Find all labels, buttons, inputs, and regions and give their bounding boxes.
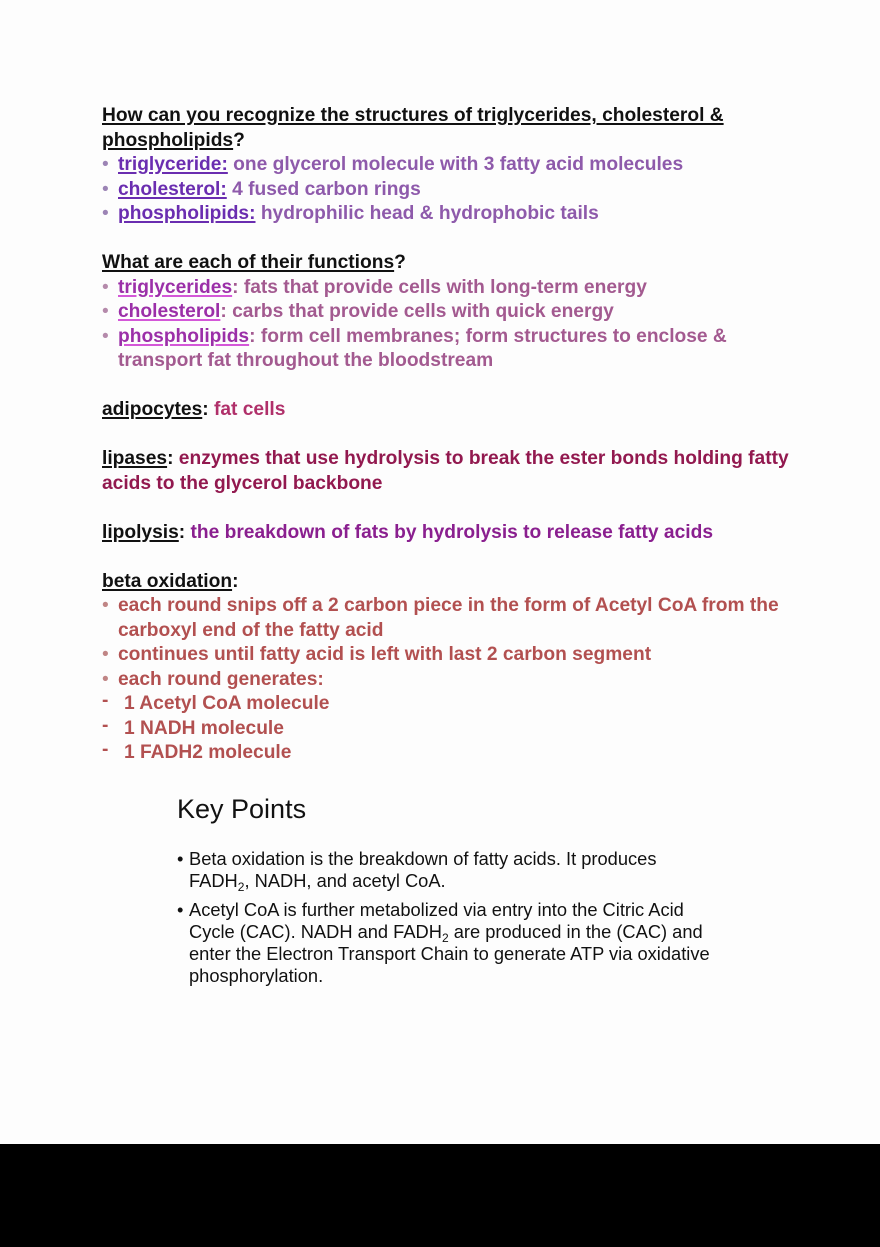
list-item [102,202,792,227]
key-points-box [177,792,717,994]
definition: 4 fused carbon rings [226,178,421,200]
term-triglycerides: triglycerides [118,276,233,298]
term-beta-oxidation: beta oxidation [102,570,233,592]
spacer [102,496,792,521]
colon: : [249,325,256,347]
question-mark: ? [394,252,406,273]
section-beta-oxidation [102,570,792,766]
colon: : [232,570,239,592]
bottom-black-bar [0,1144,880,1247]
colon: : [220,301,227,322]
spacer [102,545,792,570]
definition: enzymes that use hydrolysis to break the ester bonds holding fatty acids to the glycerol backbone [102,448,789,494]
key-point-text: Beta oxidation is the breakdown of fatty acids. It produces FADH [189,848,657,891]
subscript: 2 [237,880,245,894]
study-notes [102,104,792,766]
spacer [102,374,792,399]
heading-beta-oxidation [102,570,792,595]
list-item [102,276,792,301]
definition: form cell membranes; form structures to enclose & transport fat throughout the bloodstream [118,325,727,371]
definition: carbs that provide cells with quick energy [226,301,614,322]
colon: : [202,399,209,420]
list-item [102,300,792,325]
question-text: What are each of their functions [102,252,395,273]
key-points-title: Key Points [177,794,307,824]
list-item: • continues until fatty acid is left with last 2 carbon segment [102,643,792,668]
definition: fat cells [208,399,286,420]
definition-lipases [102,447,792,496]
term-phospholipids: phospholipids: [118,203,256,224]
question-functions [102,251,792,276]
sub-list-item: - 1 NADH molecule [102,717,792,742]
definition: one glycerol molecule with 3 fatty acid molecules [227,154,684,175]
sub-list-item: - 1 Acetyl CoA molecule [102,692,792,717]
key-points-list [177,848,717,987]
key-point [177,848,717,892]
list-item: • each round generates: [102,668,792,693]
section-functions [102,251,792,374]
colon: : [167,448,174,469]
term-cholesterol: cholesterol: [118,178,227,200]
section-structures [102,104,792,227]
list-item [102,325,792,374]
colon: : [178,521,186,543]
definition: the breakdown of fats by hydrolysis to release fatty acids [185,521,713,543]
definition: hydrophilic head & hydrophobic tails [255,203,599,224]
colon: : [232,276,239,298]
key-point-text: , NADH, and acetyl CoA. [244,870,446,891]
key-point-text: are produced in the (CAC) and enter the Electron Transport Chain to generate ATP via oxidative phosphorylation. [189,921,710,986]
term-cholesterol: cholesterol [118,301,221,322]
term-phospholipids: phospholipids [118,325,250,347]
spacer [102,227,792,252]
term-triglyceride: triglyceride: [118,154,228,175]
question-mark: ? [233,129,245,151]
question-text: How can you recognize the structures of triglycerides, cholesterol & phospholipids [102,105,724,151]
definition: fats that provide cells with long-term energy [238,276,647,298]
definition-lipolysis [102,521,792,546]
term-lipases: lipases [102,448,168,469]
term-lipolysis: lipolysis [102,521,179,543]
question-structures [102,104,792,153]
definition-adipocytes [102,398,792,423]
subscript: 2 [441,931,449,945]
list-item [102,178,792,203]
sub-list-item: - 1 FADH2 molecule [102,741,792,766]
list-item: • each round snips off a 2 carbon piece in the form of Acetyl CoA from the carboxyl end of the fatty acid [102,594,792,643]
spacer [102,423,792,448]
key-point [177,899,717,987]
term-adipocytes: adipocytes [102,399,203,420]
list-item [102,153,792,178]
key-point-text: Acetyl CoA is further metabolized via entry into the Citric Acid Cycle (CAC). NADH and FADH [189,899,684,942]
